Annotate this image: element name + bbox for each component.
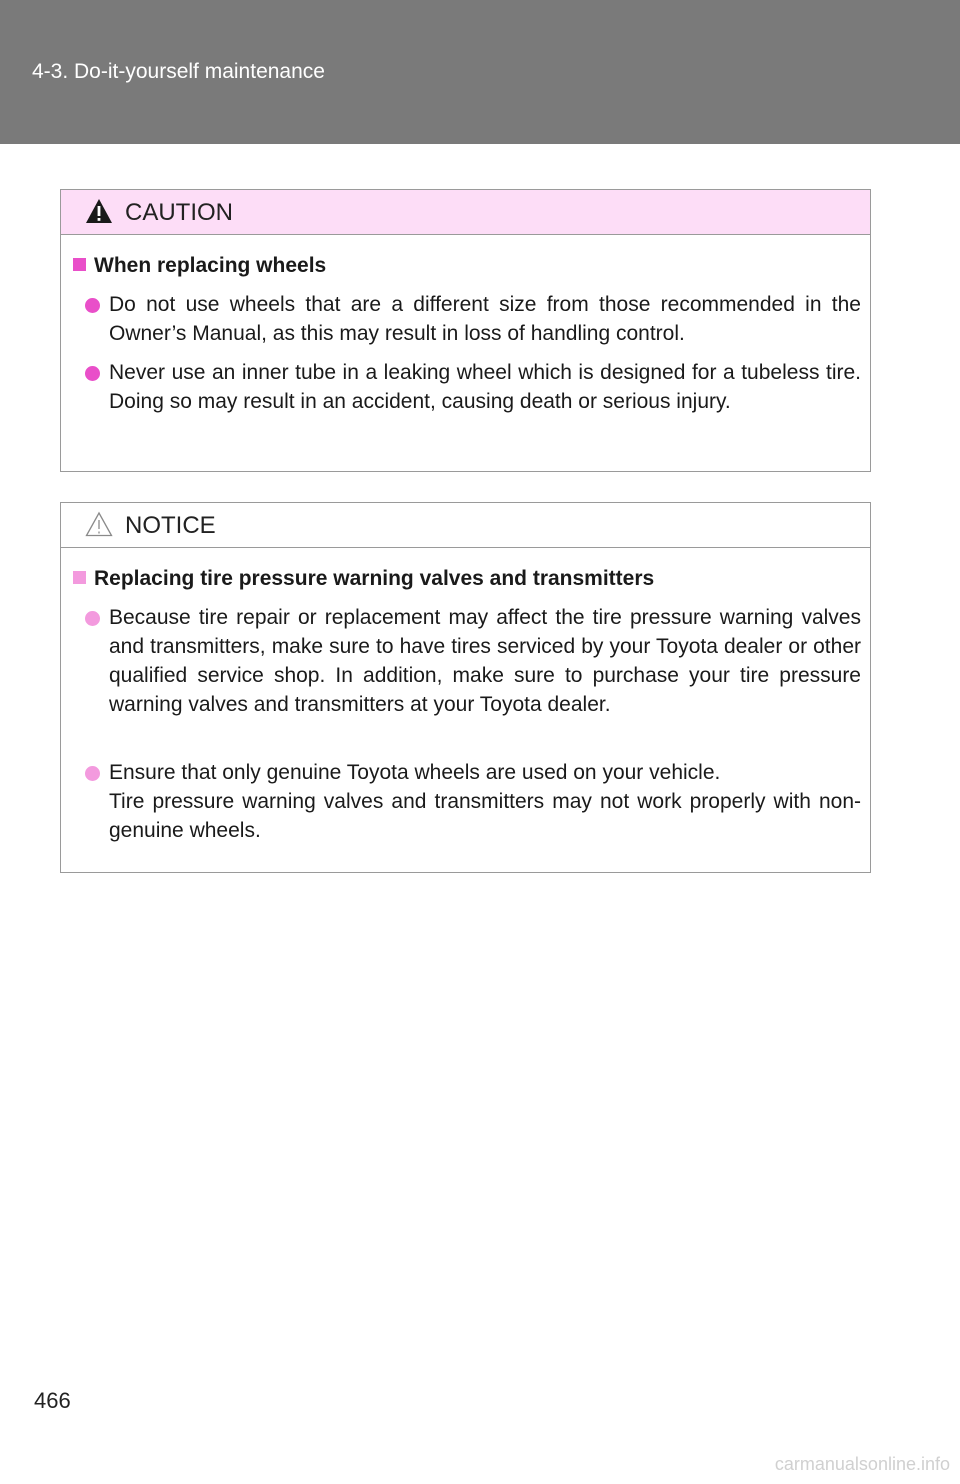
square-bullet-icon xyxy=(73,258,86,271)
caution-item: Do not use wheels that are a different size from those recommended in the Owner’s Manual, as this may result in loss of handling control. xyxy=(109,293,861,345)
section-title: 4-3. Do-it-yourself maintenance xyxy=(32,60,325,83)
warning-outline-icon xyxy=(85,511,113,537)
watermark: carmanualsonline.info xyxy=(774,1454,950,1474)
circle-bullet-icon xyxy=(85,366,100,381)
circle-bullet-icon xyxy=(85,611,100,626)
caution-label: CAUTION xyxy=(125,199,233,226)
page-number: 466 xyxy=(34,1388,71,1413)
page-header xyxy=(0,0,960,144)
square-bullet-icon xyxy=(73,571,86,584)
circle-bullet-icon xyxy=(85,766,100,781)
notice-item-continuation: Tire pressure warning valves and transmitters may not work properly with non-genuine wheels. xyxy=(109,790,861,842)
notice-box xyxy=(60,502,871,873)
notice-item: Because tire repair or replacement may affect the tire pressure warning valves and transmitters, make sure to have tires serviced by your Toyota dealer or other qualified service shop. In addition, make sure to purchase your tire pressure warning valves and transmitters at your Toyota dealer. xyxy=(109,606,861,716)
circle-bullet-icon xyxy=(85,298,100,313)
caution-box xyxy=(60,189,871,472)
notice-header xyxy=(61,503,870,548)
caution-subheading: When replacing wheels xyxy=(73,254,326,278)
notice-item: Ensure that only genuine Toyota wheels are used on your vehicle. xyxy=(109,761,721,784)
warning-triangle-icon xyxy=(85,198,113,224)
notice-label: NOTICE xyxy=(125,512,216,539)
caution-header xyxy=(61,190,870,235)
caution-item: Never use an inner tube in a leaking wheel which is designed for a tubeless tire. Doing so may result in an accident, causing death or serious injury. xyxy=(109,361,861,413)
notice-subheading: Replacing tire pressure warning valves and transmitters xyxy=(73,567,654,591)
